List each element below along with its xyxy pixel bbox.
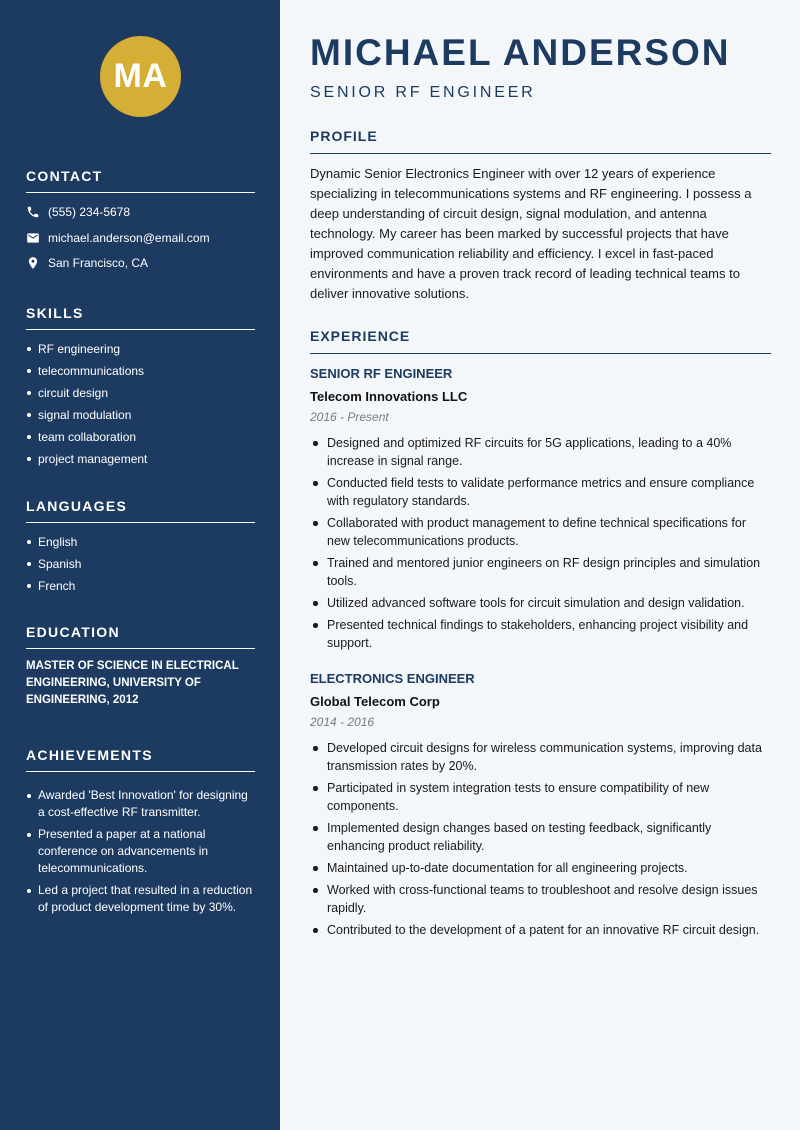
job-company: Global Telecom Corp xyxy=(310,694,440,709)
skill-item: RF engineering xyxy=(26,338,255,360)
candidate-name: MICHAEL ANDERSON xyxy=(310,32,731,73)
languages-heading: LANGUAGES xyxy=(26,498,255,523)
education-heading: EDUCATION xyxy=(26,624,255,649)
sidebar xyxy=(0,0,280,1130)
job-dates: 2016 - Present xyxy=(310,410,389,424)
contact-heading: CONTACT xyxy=(26,168,255,193)
language-item: French xyxy=(26,575,255,597)
skills-heading: SKILLS xyxy=(26,305,255,330)
achievement-item: Awarded 'Best Innovation' for designing a cost-effective RF transmitter. xyxy=(26,787,255,821)
avatar: MA xyxy=(100,36,181,117)
skill-item: circuit design xyxy=(26,382,255,404)
profile-text: Dynamic Senior Electronics Engineer with over 12 years of experience specializing in telecommunications systems and RF engineering. I possess a deep understanding of circuit design, signal modulation, and antenna technology. My career has been marked by successful projects that have improved communication reliability and efficiency. I excel in fast-paced environments and have a proven track record of leading technical teams to deliver innovative solutions. xyxy=(310,166,752,301)
profile-heading: PROFILE xyxy=(310,128,771,154)
achievements-heading: ACHIEVEMENTS xyxy=(26,747,255,772)
contact-email xyxy=(26,231,210,245)
job-bullet: Collaborated with product management to define technical specifications for new telecommunications products. xyxy=(310,514,771,550)
job-dates: 2014 - 2016 xyxy=(310,715,375,729)
job-bullet: Utilized advanced software tools for circuit simulation and design validation. xyxy=(310,594,771,612)
job-bullet: Implemented design changes based on testing feedback, significantly enhancing product reliability. xyxy=(310,819,771,855)
job-bullet: Maintained up-to-date documentation for all engineering projects. xyxy=(310,859,771,877)
skill-item: team collaboration xyxy=(26,426,255,448)
experience-heading: EXPERIENCE xyxy=(310,328,771,354)
candidate-role: SENIOR RF ENGINEER xyxy=(310,84,536,101)
phone-text: (555) 234-5678 xyxy=(48,205,131,219)
job-bullets xyxy=(310,434,771,656)
skill-item: project management xyxy=(26,448,255,470)
achievement-item: Led a project that resulted in a reduction of product development time by 30%. xyxy=(26,882,255,916)
achievements-list xyxy=(26,787,255,921)
languages-list xyxy=(26,531,255,597)
job-bullet: Designed and optimized RF circuits for 5G applications, leading to a 40% increase in signal range. xyxy=(310,434,771,470)
skill-item: telecommunications xyxy=(26,360,255,382)
contact-phone xyxy=(26,205,130,219)
skills-list xyxy=(26,338,255,470)
education-entry: MASTER OF SCIENCE IN ELECTRICAL ENGINEERING, UNIVERSITY OF ENGINEERING, 2012 xyxy=(26,660,239,706)
location-pin-icon xyxy=(26,256,40,270)
email-text[interactable]: michael.anderson@email.com xyxy=(48,231,210,245)
job-bullet: Contributed to the development of a patent for an innovative RF circuit design. xyxy=(310,921,771,939)
language-item: English xyxy=(26,531,255,553)
language-item: Spanish xyxy=(26,553,255,575)
contact-location xyxy=(26,256,148,270)
job-bullet: Worked with cross-functional teams to troubleshoot and resolve design issues rapidly. xyxy=(310,881,771,917)
job-bullet: Presented technical findings to stakeholders, enhancing project visibility and support. xyxy=(310,616,771,652)
job-title: ELECTRONICS ENGINEER xyxy=(310,671,475,686)
phone-icon xyxy=(26,205,40,219)
location-text: San Francisco, CA xyxy=(48,256,149,270)
job-company: Telecom Innovations LLC xyxy=(310,389,468,404)
mail-icon xyxy=(26,231,40,245)
job-title: SENIOR RF ENGINEER xyxy=(310,366,453,381)
job-bullet: Conducted field tests to validate performance metrics and ensure compliance with regulatory standards. xyxy=(310,474,771,510)
job-bullet: Trained and mentored junior engineers on RF design principles and simulation tools. xyxy=(310,554,771,590)
achievement-item: Presented a paper at a national conference on advancements in telecommunications. xyxy=(26,826,255,877)
job-bullets xyxy=(310,739,771,943)
skill-item: signal modulation xyxy=(26,404,255,426)
job-bullet: Developed circuit designs for wireless communication systems, improving data transmission rates by 20%. xyxy=(310,739,771,775)
job-bullet: Participated in system integration tests to ensure compatibility of new components. xyxy=(310,779,771,815)
